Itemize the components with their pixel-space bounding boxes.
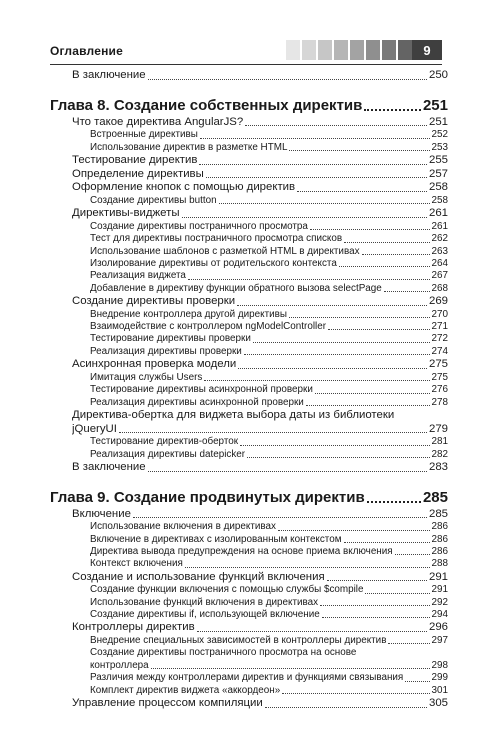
toc-entry[interactable]: Определение директивы 257 [72, 167, 448, 180]
toc-subentry[interactable]: Добавление в директиву функции обратного вызова selectPage 268 [90, 282, 448, 294]
toc-subentry[interactable]: Создание директивы постраничного просмотра 261 [90, 220, 448, 232]
gradient-bar [334, 40, 348, 60]
gradient-bar [286, 40, 300, 60]
toc-entry[interactable]: Управление процессом компиляции 305 [72, 697, 448, 710]
toc-subentry[interactable]: Взаимодействие с контроллером ngModelController 271 [90, 321, 448, 333]
toc-subentry[interactable]: Реализация виджета 267 [90, 270, 448, 282]
header-rule [50, 64, 442, 65]
gradient-bar [398, 40, 412, 60]
toc-chapter-8[interactable]: Глава 8. Создание собственных директив 251 [50, 96, 448, 114]
toc-entry[interactable]: В заключение 283 [72, 460, 448, 473]
gradient-bar [318, 40, 332, 60]
toc-entry[interactable]: Оформление кнопок с помощью директив 258 [72, 181, 448, 194]
toc-subentry[interactable]: Использование функций включения в директивах 292 [90, 596, 448, 608]
toc-subentry[interactable]: Реализация директивы datepicker 282 [90, 448, 448, 460]
toc-subentry[interactable]: Различия между контроллерами директив и функциями связывания 299 [90, 672, 448, 684]
toc-entry[interactable]: В заключение 250 [72, 69, 448, 81]
gradient-bar [302, 40, 316, 60]
table-of-contents [50, 66, 448, 711]
page-number: 9 [412, 40, 442, 60]
running-title: Оглавление [50, 44, 123, 58]
toc-subentry[interactable]: Реализация директивы проверки 274 [90, 345, 448, 357]
toc-subentry[interactable]: Тестирование директивы проверки 272 [90, 333, 448, 345]
gradient-bar [350, 40, 364, 60]
toc-entry[interactable]: Включение 285 [72, 507, 448, 520]
header-gradient-bars [286, 40, 412, 60]
toc-entry[interactable]: Создание и использование функций включения 291 [72, 570, 448, 583]
toc-subentry[interactable]: Использование директив в разметке HTML 253 [90, 141, 448, 153]
toc-subentry[interactable]: Внедрение контроллера другой директивы 270 [90, 308, 448, 320]
toc-entry[interactable]: Создание директивы проверки 269 [72, 295, 448, 308]
toc-entry-line1[interactable]: Директива-обертка для виджета выбора даты из библиотеки [72, 409, 395, 421]
gradient-bar [382, 40, 396, 60]
toc-subentry[interactable]: Создание директивы if, использующей включение 294 [90, 609, 448, 621]
toc-subentry[interactable]: Встроенные директивы 252 [90, 129, 448, 141]
toc-subentry[interactable]: Контекст включения 288 [90, 558, 448, 570]
toc-subentry[interactable]: Внедрение специальных зависимостей в контроллеры директив 297 [90, 635, 448, 647]
toc-entry[interactable]: Асинхронная проверка модели 275 [72, 358, 448, 371]
toc-entry[interactable]: Что такое директива AngularJS? 251 [72, 115, 448, 128]
toc-entry[interactable]: Тестирование директив 255 [72, 153, 448, 166]
toc-subentry[interactable]: Директива вывода предупреждения на основе приема включения 286 [90, 545, 448, 557]
toc-subentry[interactable]: Создание функции включения с помощью службы $compile 291 [90, 584, 448, 596]
page-header [50, 40, 442, 62]
toc-subentry[interactable]: Использование включения в директивах 286 [90, 521, 448, 533]
toc-subentry[interactable]: Использование шаблонов с разметкой HTML в директивах 263 [90, 245, 448, 257]
toc-chapter-9[interactable]: Глава 9. Создание продвинутых директив 285 [50, 488, 448, 506]
toc-subentry[interactable]: Изолирование директивы от родительского контекста 264 [90, 257, 448, 269]
toc-subentry[interactable]: Включение в директивах с изолированным контекстом 286 [90, 533, 448, 545]
toc-subentry[interactable]: Тестирование директив-оберток 281 [90, 436, 448, 448]
toc-entry[interactable]: jQueryUI 279 [72, 422, 448, 435]
toc-entry[interactable]: Директивы-виджеты 261 [72, 207, 448, 220]
toc-subentry[interactable]: Комплект директив виджета «аккордеон» 301 [90, 684, 448, 696]
gradient-bar [366, 40, 380, 60]
toc-entry[interactable]: Контроллеры директив 296 [72, 621, 448, 634]
toc-subentry[interactable]: контроллера 298 [90, 659, 448, 671]
toc-subentry-line1[interactable]: Создание директивы постраничного просмотра на основе [90, 647, 357, 659]
toc-subentry[interactable]: Тестирование директивы асинхронной проверки 276 [90, 384, 448, 396]
toc-subentry[interactable]: Реализация директивы асинхронной проверки 278 [90, 396, 448, 408]
toc-subentry[interactable]: Имитация службы Users 275 [90, 371, 448, 383]
toc-subentry[interactable]: Тест для директивы постраничного просмотра списков 262 [90, 233, 448, 245]
toc-subentry[interactable]: Создание директивы button 258 [90, 194, 448, 206]
